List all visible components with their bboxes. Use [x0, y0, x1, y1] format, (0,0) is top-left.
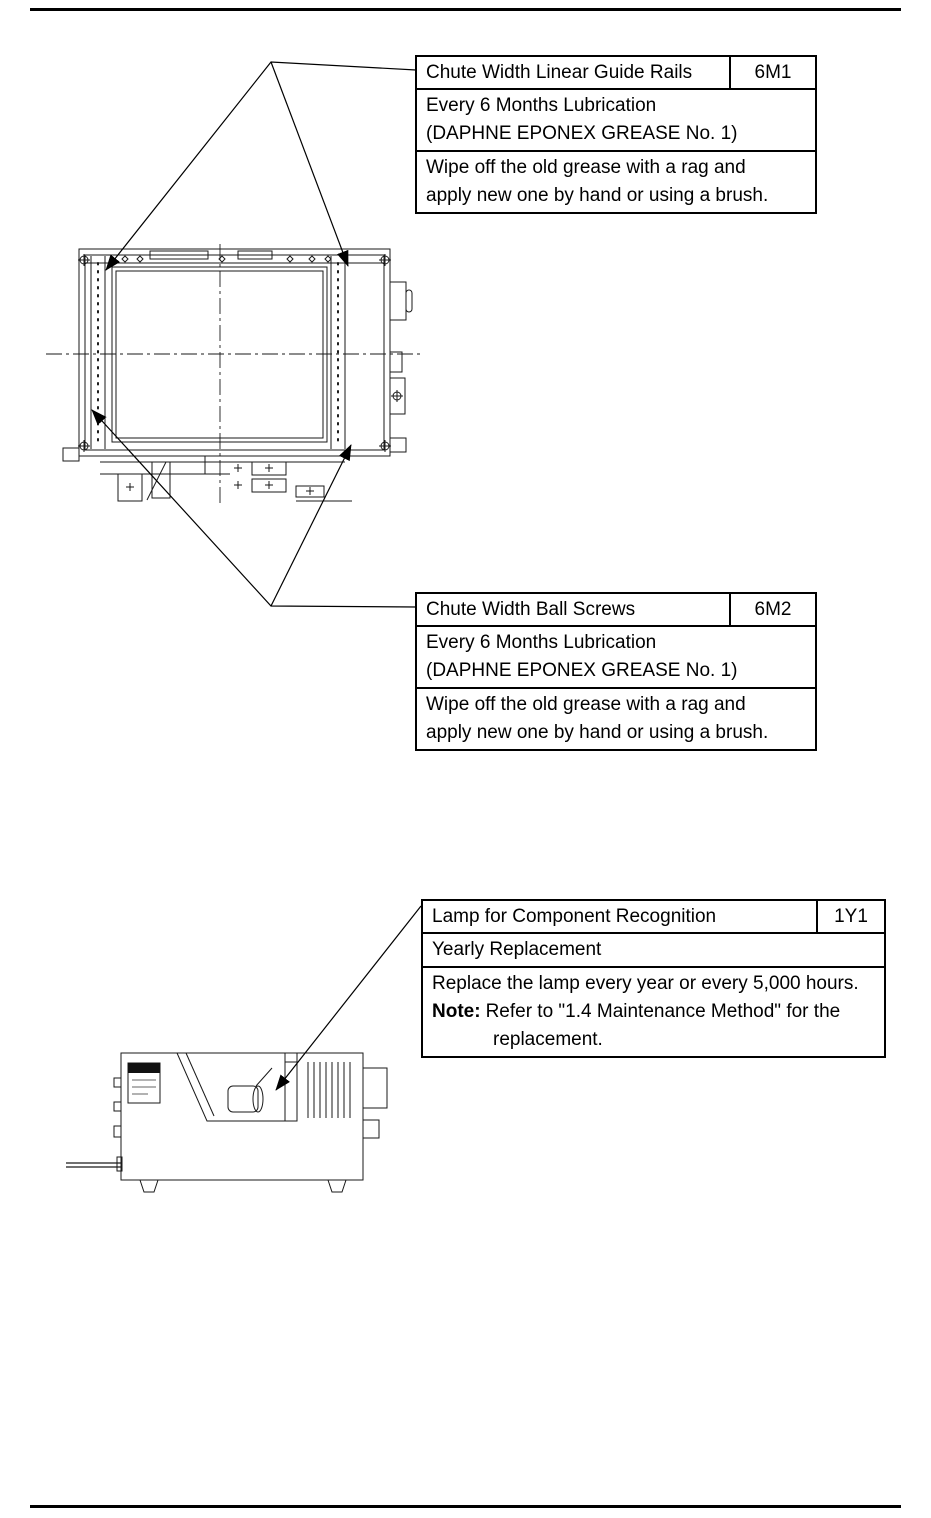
callout-table-ball-screws — [415, 592, 817, 751]
callout-title: Chute Width Ball Screws — [426, 599, 636, 620]
note-label: Note: — [432, 1001, 481, 1022]
callout-table-linear-guide-rails — [415, 55, 817, 214]
callout-interval — [417, 625, 815, 687]
leader-1y1 — [276, 906, 421, 1090]
callout-instructions — [417, 150, 815, 212]
maintenance-code-badge: 6M1 — [729, 57, 815, 88]
power-cord — [66, 1163, 121, 1167]
callout-table-lamp — [421, 899, 886, 1058]
leader-6m2-left — [92, 410, 416, 607]
foot — [328, 1180, 346, 1192]
leader-lines — [92, 62, 421, 1090]
callout-title: Chute Width Linear Guide Rails — [426, 62, 693, 83]
instruction-line: apply new one by hand or using a brush. — [426, 185, 769, 206]
callout-interval — [417, 88, 815, 150]
note-continuation: replacement. — [493, 1029, 603, 1050]
callout-interval — [423, 932, 884, 966]
callout-instructions — [423, 966, 884, 1056]
note-text: Refer to "1.4 Maintenance Method" for the — [485, 1001, 841, 1022]
foot — [140, 1180, 158, 1192]
note-line — [423, 998, 884, 1026]
interval-line: (DAPHNE EPONEX GREASE No. 1) — [426, 123, 738, 144]
vent-slits — [308, 1062, 350, 1118]
callout-instructions — [417, 687, 815, 749]
interval-line: Yearly Replacement — [432, 939, 602, 960]
interval-line: (DAPHNE EPONEX GREASE No. 1) — [426, 660, 738, 681]
interval-line: Every 6 Months Lubrication — [426, 632, 657, 653]
maintenance-code-badge: 6M2 — [729, 594, 815, 625]
leader-6m1-right — [271, 62, 348, 266]
instruction-line: Replace the lamp every year or every 5,000 hours. — [432, 973, 859, 994]
leader-6m2-right — [271, 445, 351, 606]
callout-title: Lamp for Component Recognition — [432, 906, 717, 927]
instruction-line: apply new one by hand or using a brush. — [426, 722, 769, 743]
callout-header — [423, 901, 884, 932]
lamp-unit-diagram — [66, 1053, 387, 1192]
maintenance-code-badge: 1Y1 — [816, 901, 884, 932]
chute-assembly-diagram — [46, 244, 420, 503]
interval-line: Every 6 Months Lubrication — [426, 95, 657, 116]
callout-header — [417, 57, 815, 88]
instruction-line: Wipe off the old grease with a rag and — [426, 694, 746, 715]
leader-6m1-left — [106, 62, 416, 270]
instruction-line: Wipe off the old grease with a rag and — [426, 157, 746, 178]
callout-header — [417, 594, 815, 625]
